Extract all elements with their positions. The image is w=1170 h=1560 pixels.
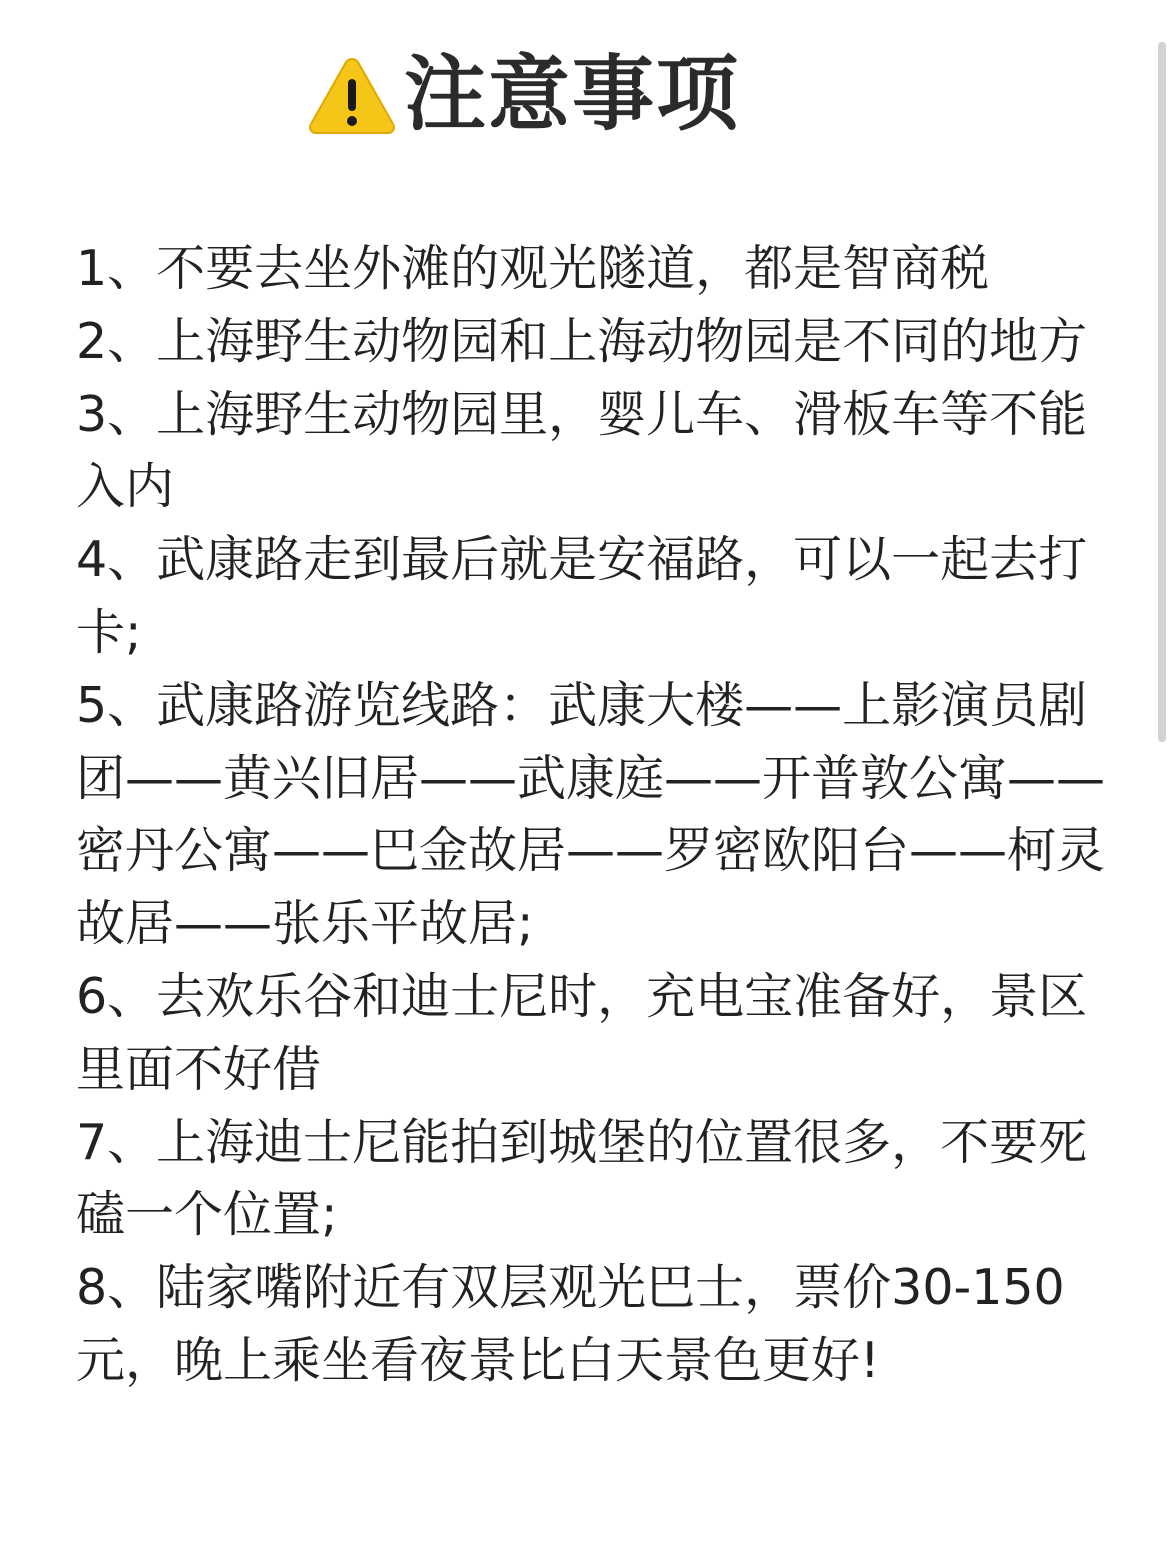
warning-icon [308,55,396,135]
note-item-5: 5、武康路游览线路：武康大楼——上影演员剧团——黄兴旧居——武康庭——开普敦公寓——密丹公寓——巴金故居——罗密欧阳台——柯灵故居——张乐平故居; [76,676,1106,953]
title-row [308,40,740,150]
note-item-6: 6、去欢乐谷和迪士尼时，充电宝准备好，景区里面不好借 [76,967,1088,1098]
note-item-2: 2、上海野生动物园和上海动物园是不同的地方 [76,312,1088,370]
notes-list [76,233,1106,1398]
note-item-3: 3、上海野生动物园里，婴儿车、滑板车等不能入内 [76,385,1088,516]
scrollbar[interactable] [1158,42,1166,742]
note-item-1: 1、不要去坐外滩的观光隧道，都是智商税 [76,240,990,297]
page-title: 注意事项 [404,47,741,142]
note-item-4: 4、武康路走到最后就是安福路，可以一起去打卡; [76,531,1088,661]
note-item-7: 7、上海迪士尼能拍到城堡的位置很多，不要死磕一个位置; [76,1113,1088,1244]
note-item-8: 8、陆家嘴附近有双层观光巴士，票价30-150元，晚上乘坐看夜景比白天景色更好! [76,1259,1065,1389]
